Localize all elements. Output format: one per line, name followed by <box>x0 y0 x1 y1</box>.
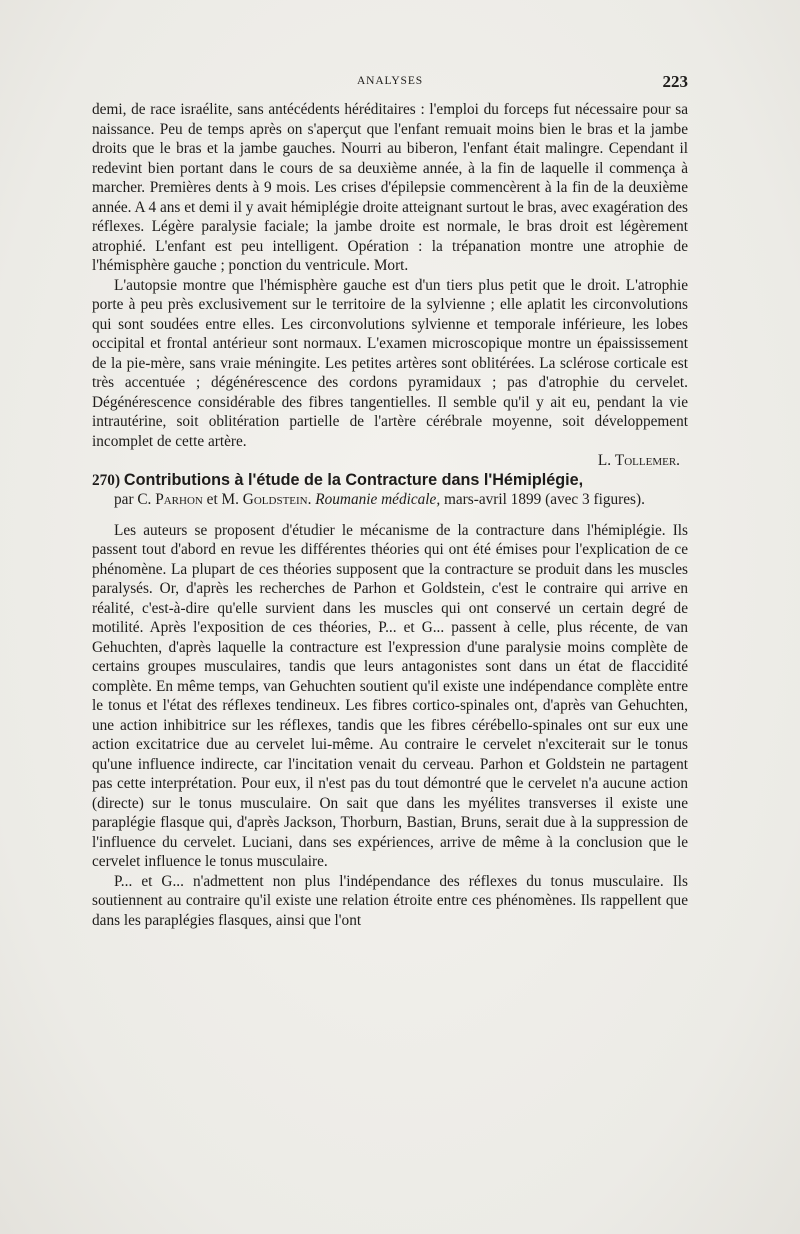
article-paragraph-2: P... et G... n'admettent non plus l'indépendance des réflexes du tonus musculaire. Ils soutiennent au contraire qu'il existe une relation étroite entre ces phénomènes. Ils rappellent que dans les paraplégies flasques, ainsi que l'ont <box>92 872 688 929</box>
previous-article-paragraph-2: L'autopsie montre que l'hémisphère gauche est d'un tiers plus petit que le droit. L'atrophie porte à peu près exclusivement sur le territoire de la sylvienne ; elle aplatit les circonvolutions qui sont soudées entre elles. Les circonvolutions sylvienne et temporale inférieure, les lobes occipital et frontal antérieur sont normaux. L'examen microscopique montre un épaississement de la pie-mère, sans vraie méningite. Les petites artères sont oblitérées. La sclérose corticale est très accentuée ; dégénérescence des cordons pyramidaux ; pas d'atrophie du cervelet. Dégénérescence considérable des fibres tangentielles. Il semble qu'il y ait eu, pendant la vie intrautérine, soit oblitération partielle de l'artère cérébrale moyenne, soit développement incomplet de cette artère. <box>92 276 688 450</box>
reviewer-signature <box>92 451 688 471</box>
page-number: 223 <box>662 72 688 91</box>
article-byline-prefix: par <box>114 491 138 508</box>
running-head: ANALYSES <box>356 75 424 87</box>
signature-initial: L. <box>597 452 615 469</box>
signature-name: Tollemer. <box>614 452 680 469</box>
article-title: Contributions à l'étude de la Contracture dans l'Hémiplégie, <box>123 470 584 489</box>
article-paragraph-1: Les auteurs se proposent d'étudier le mécanisme de la contracture dans l'hémiplégie. Ils passent tout d'abord en revue les différentes théories qui ont été émises pour l'explication de ce phénomène. La plupart de ces théories supposent que la contracture se produit dans les muscles paralysés. Or, d'après les recherches de Parhon et Goldstein, c'est le contraire qui arrive en réalité, c'est-à-dire qu'elle survient dans les muscles qui ont conservé un certain degré de motilité. Après l'exposition de ces théories, P... et G... passent à celle, plus récente, de van Gehuchten, d'après laquelle la contracture est l'expression d'une paralysie moins complète de certains groupes musculaires, tandis que leurs antagonistes sont dans un état de flaccidité complète. En même temps, van Gehuchten soutient qu'il existe une indépendance complète entre le tonus et l'état des réflexes tendineux. Les fibres cortico-spinales ont, d'après van Gehuchten, une action inhibitrice sur les réflexes, tandis que les fibres cérébello-spinales ont sur eux une action excitatrice due au cervelet lui-même. Au contraire le cervelet n'exciterait sur le tonus qu'une influence indirecte, car l'incitation venait du cerveau. Parhon et Goldstein ne partagent pas cette interprétation. Pour eux, il n'est pas du tout démontré que le cervelet n'a aucune action (directe) sur le tonus musculaire. On sait que dans les myélites transverses il existe une paraplégie flasque qui, d'après Jackson, Thorburn, Bastian, Bruns, serait due à la suppression de l'influence du cervelet. Luciani, dans ses expériences, arrive de même à la conclusion que le cervelet influence le tonus musculaire. <box>92 521 688 870</box>
page-body <box>92 100 688 930</box>
article-author-2: M. Goldstein. <box>221 491 312 508</box>
previous-article-paragraph-1: demi, de race israélite, sans antécédents héréditaires : l'emploi du forceps fut nécessaire pour sa naissance. Peu de temps après on s'aperçut que l'enfant remuait moins bien le bras et la jambe droits que le bras et la jambe gauches. Nourri au biberon, l'enfant était malingre. Cependant il redevint bien portant dans le cours de sa deuxième année, à la fin de laquelle il commença à marcher. Premières dents à 9 mois. Les crises d'épilepsie commencèrent à la fin de la deuxième année. A 4 ans et demi il y avait hémiplégie droite atteignant surtout le bras, avec exagération des réflexes. Légère paralysie faciale; la jambe droite est normale, le bras droit est légèrement atrophié. L'enfant est peu intelligent. Opération : la trépanation montre une atrophie de l'hémisphère gauche ; ponction du ventricule. Mort. <box>92 101 688 274</box>
page-header <box>92 72 688 92</box>
article-heading <box>92 471 688 510</box>
article-journal: Roumanie médicale, <box>315 491 441 508</box>
section-gap <box>92 510 688 521</box>
article-citation: mars-avril 1899 (avec 3 figures). <box>440 491 645 508</box>
article-author-1: C. Parhon <box>137 491 203 508</box>
article-number: 270) <box>92 471 121 489</box>
article-author-conjunction: et <box>202 491 222 508</box>
